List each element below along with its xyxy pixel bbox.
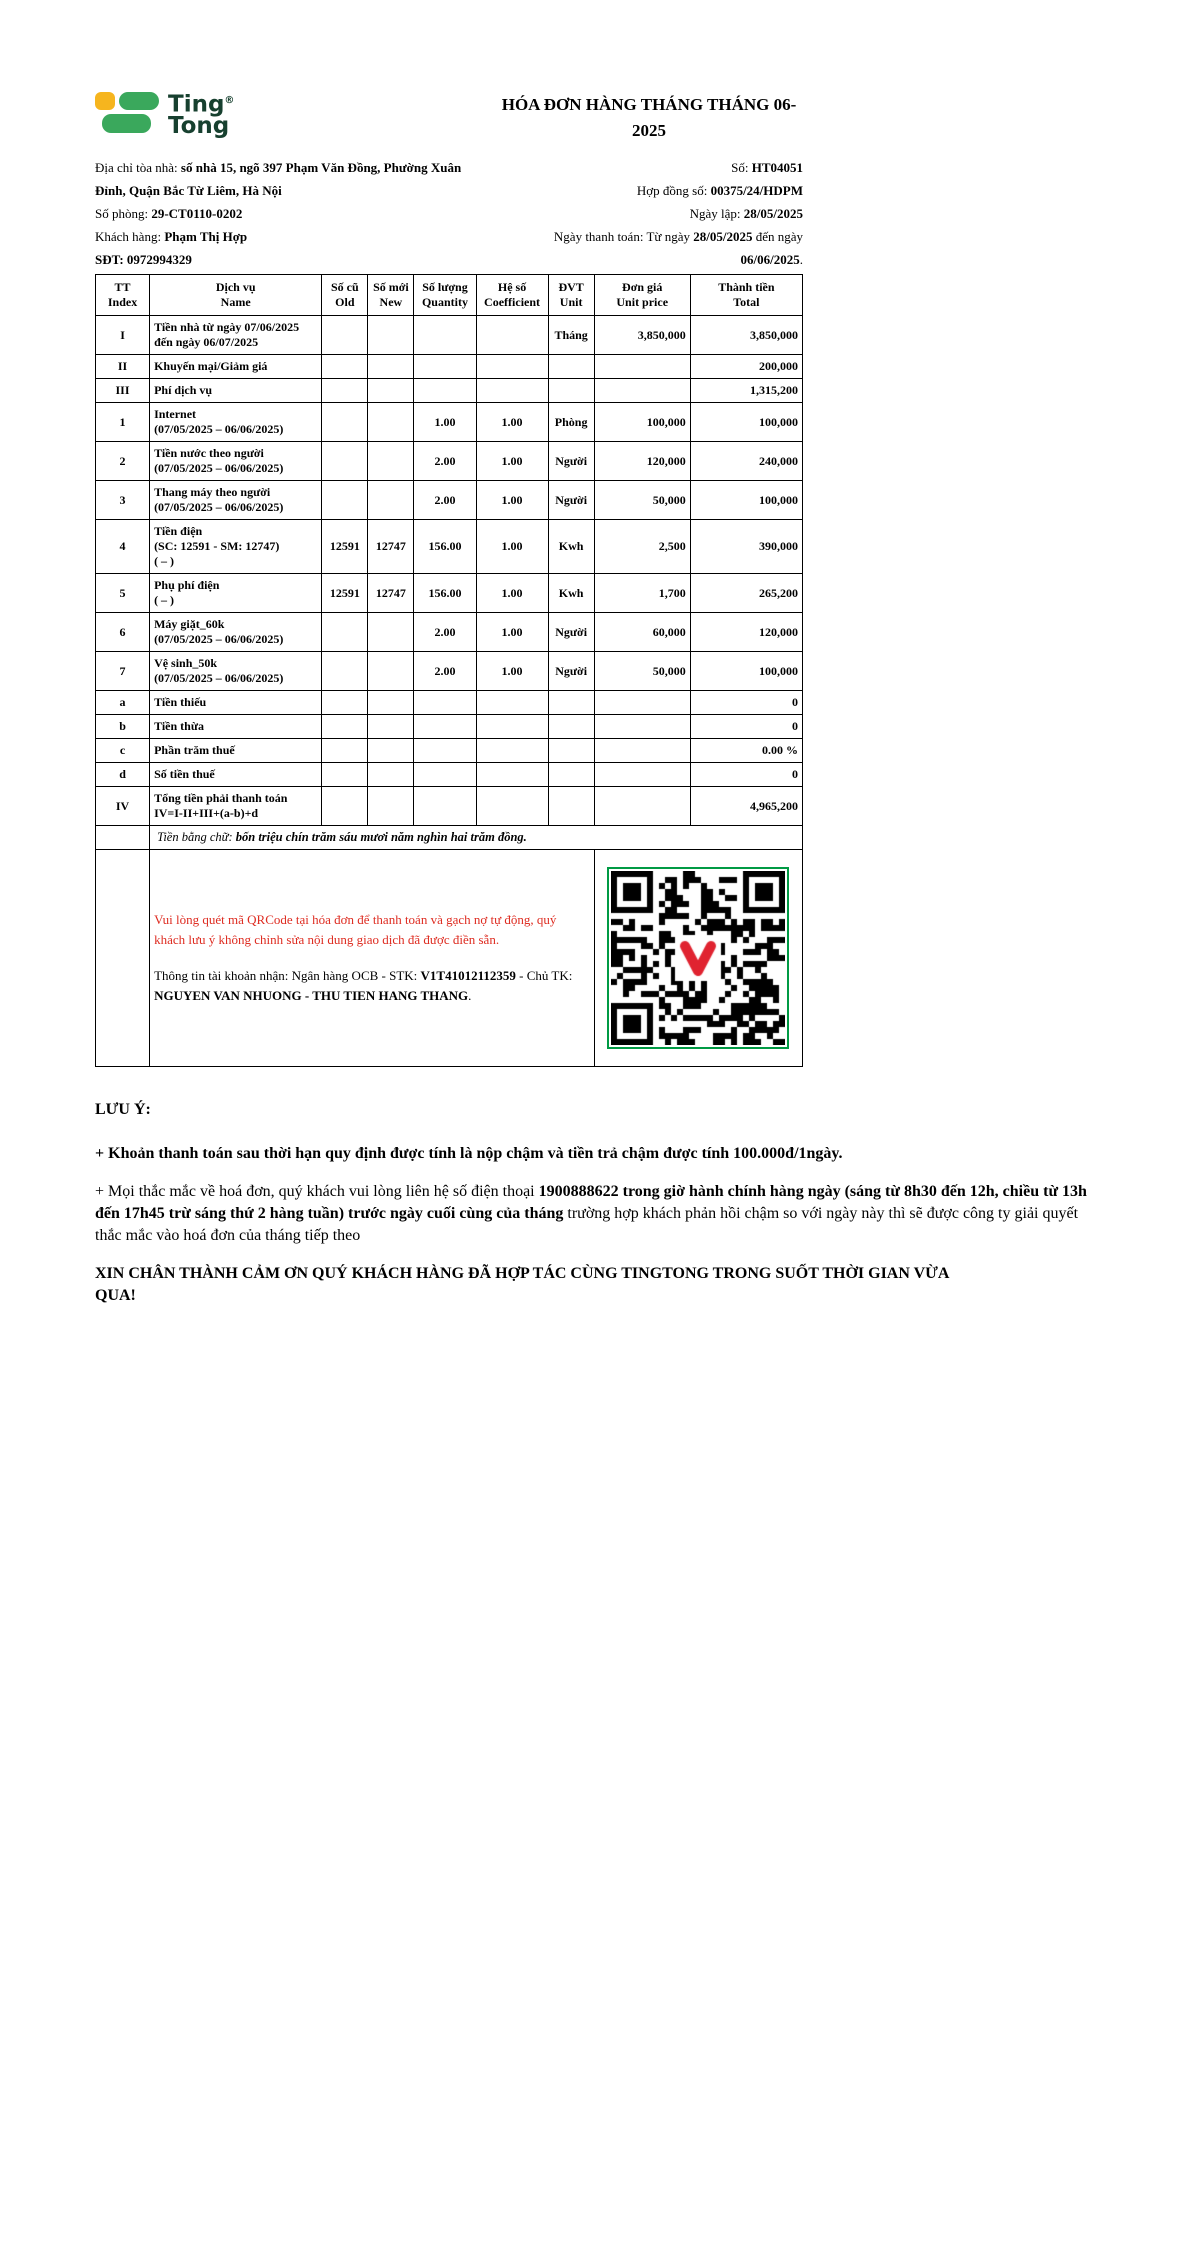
col-header-index: TT Index bbox=[96, 275, 150, 316]
cell-quantity bbox=[414, 355, 476, 379]
table-row bbox=[96, 739, 803, 763]
cell-index: IV bbox=[96, 787, 150, 826]
cell-quantity bbox=[414, 787, 476, 826]
cell-new-reading bbox=[368, 403, 414, 442]
cell-total: 0 bbox=[690, 715, 802, 739]
cell-index: 4 bbox=[96, 520, 150, 574]
contract-label: Hợp đồng số: bbox=[636, 183, 711, 198]
cell-unit-price bbox=[594, 763, 690, 787]
cell-old-reading: 12591 bbox=[322, 574, 368, 613]
phone-label: SĐT: bbox=[95, 252, 127, 267]
cell-service-name: Khuyến mại/Giảm giá bbox=[150, 355, 322, 379]
cell-new-reading bbox=[368, 355, 414, 379]
cell-new-reading bbox=[368, 613, 414, 652]
col-header-coefficient: Hệ số Coefficient bbox=[476, 275, 548, 316]
table-row bbox=[96, 403, 803, 442]
cell-unit: Kwh bbox=[548, 574, 594, 613]
cell-new-reading bbox=[368, 691, 414, 715]
cell-total: 4,965,200 bbox=[690, 787, 802, 826]
cell-quantity bbox=[414, 316, 476, 355]
table-row bbox=[96, 442, 803, 481]
cell-unit-price: 50,000 bbox=[594, 481, 690, 520]
cell-service-name: Phí dịch vụ bbox=[150, 379, 322, 403]
cell-unit bbox=[548, 691, 594, 715]
cell-total: 100,000 bbox=[690, 481, 802, 520]
cell-unit bbox=[548, 379, 594, 403]
cell-service-name: Số tiền thuế bbox=[150, 763, 322, 787]
cell-quantity: 2.00 bbox=[414, 481, 476, 520]
cell-index: 6 bbox=[96, 613, 150, 652]
cell-unit: Tháng bbox=[548, 316, 594, 355]
cell-service-name: Tiền điện (SC: 12591 - SM: 12747) ( – ) bbox=[150, 520, 322, 574]
cell-new-reading bbox=[368, 442, 414, 481]
col-header-unit: ĐVT Unit bbox=[548, 275, 594, 316]
table-row bbox=[96, 652, 803, 691]
cell-quantity: 2.00 bbox=[414, 442, 476, 481]
cell-coefficient bbox=[476, 379, 548, 403]
cell-old-reading bbox=[322, 442, 368, 481]
cell-unit-price bbox=[594, 715, 690, 739]
cell-total: 100,000 bbox=[690, 403, 802, 442]
cell-unit: Người bbox=[548, 442, 594, 481]
cell-total: 0.00 % bbox=[690, 739, 802, 763]
issue-date-label: Ngày lập: bbox=[689, 206, 744, 221]
cell-quantity bbox=[414, 763, 476, 787]
cell-index: III bbox=[96, 379, 150, 403]
cell-index: 1 bbox=[96, 403, 150, 442]
cell-coefficient bbox=[476, 355, 548, 379]
notes-section bbox=[95, 1099, 1107, 1308]
cell-total: 1,315,200 bbox=[690, 379, 802, 403]
notes-heading: LƯU Ý: bbox=[95, 1101, 151, 1118]
account-number: V1T41012112359 bbox=[420, 968, 516, 983]
cell-total: 0 bbox=[690, 763, 802, 787]
cell-service-name: Tiền thừa bbox=[150, 715, 322, 739]
issue-date-line bbox=[491, 202, 803, 225]
contract-number-line bbox=[491, 179, 803, 202]
cell-total: 240,000 bbox=[690, 442, 802, 481]
cell-service-name: Phụ phí điện ( – ) bbox=[150, 574, 322, 613]
cell-old-reading bbox=[322, 739, 368, 763]
qr-code-cell bbox=[594, 850, 802, 1067]
cell-unit: Người bbox=[548, 652, 594, 691]
cell-unit: Người bbox=[548, 613, 594, 652]
cell-old-reading bbox=[322, 481, 368, 520]
invoice-number-value: HT04051 bbox=[751, 160, 803, 175]
cell-unit-price bbox=[594, 355, 690, 379]
cell-coefficient bbox=[476, 691, 548, 715]
cell-service-name: Tiền thiếu bbox=[150, 691, 322, 715]
cell-total: 3,850,000 bbox=[690, 316, 802, 355]
customer-label: Khách hàng: bbox=[95, 229, 165, 244]
cell-new-reading bbox=[368, 763, 414, 787]
cell-total: 390,000 bbox=[690, 520, 802, 574]
col-header-service: Dịch vụ Name bbox=[150, 275, 322, 316]
room-label: Số phòng: bbox=[95, 206, 152, 221]
cell-new-reading bbox=[368, 787, 414, 826]
registered-mark: ® bbox=[224, 95, 235, 106]
hotline-number-and-hours: 1900888622 trong giờ hành chính hàng ngày (sáng từ 8h30 đến 12h, chiều từ 13h đến 17h45 trừ sáng thứ 2 hàng tuần) trước ngày cuối cùng của tháng bbox=[95, 1183, 1087, 1223]
invoice-meta bbox=[491, 156, 803, 271]
cell-index: 7 bbox=[96, 652, 150, 691]
cell-service-name: Máy giặt_60k (07/05/2025 – 06/06/2025) bbox=[150, 613, 322, 652]
cell-unit-price: 50,000 bbox=[594, 652, 690, 691]
tingtong-logo-icon bbox=[95, 91, 159, 136]
cell-coefficient bbox=[476, 739, 548, 763]
cell-service-name: Internet (07/05/2025 – 06/06/2025) bbox=[150, 403, 322, 442]
table-row bbox=[96, 691, 803, 715]
cell-total: 0 bbox=[690, 691, 802, 715]
cell-total: 120,000 bbox=[690, 613, 802, 652]
cell-total: 100,000 bbox=[690, 652, 802, 691]
customer-name-line bbox=[95, 225, 487, 248]
col-header-total: Thành tiền Total bbox=[690, 275, 802, 316]
table-row bbox=[96, 355, 803, 379]
note-thanks: XIN CHÂN THÀNH CẢM ƠN QUÝ KHÁCH HÀNG ĐÃ HỢP TÁC CÙNG TINGTONG TRONG SUỐT THỜI GIAN VỪA QUA! bbox=[95, 1265, 949, 1305]
cell-unit-price bbox=[594, 787, 690, 826]
col-header-old: Số cũ Old bbox=[322, 275, 368, 316]
cell-index: c bbox=[96, 739, 150, 763]
invoice-title: HÓA ĐƠN HÀNG THÁNG THÁNG 06-2025 bbox=[501, 95, 797, 140]
account-end: . bbox=[468, 988, 472, 1004]
note-late-payment: + Khoản thanh toán sau thời hạn quy định được tính là nộp chậm và tiền trả chậm được tính 100.000đ/1ngày. bbox=[95, 1145, 843, 1163]
payment-to: 06/06/2025 bbox=[740, 252, 800, 267]
cell-service-name: Thang máy theo người (07/05/2025 – 06/06/2025) bbox=[150, 481, 322, 520]
note-hotline bbox=[95, 1181, 1107, 1247]
cell-quantity bbox=[414, 691, 476, 715]
invoice-table-body bbox=[96, 316, 803, 826]
cell-quantity: 1.00 bbox=[414, 403, 476, 442]
cell-index: 2 bbox=[96, 442, 150, 481]
page-content bbox=[95, 90, 1107, 1324]
payment-label: Ngày thanh toán: Từ ngày bbox=[553, 229, 694, 244]
cell-new-reading bbox=[368, 715, 414, 739]
cell-new-reading bbox=[368, 481, 414, 520]
cell-coefficient bbox=[476, 316, 548, 355]
address-value: số nhà 15, ngõ 397 Phạm Văn Đồng, Phường Xuân Đỉnh, Quận Bắc Từ Liêm, Hà Nội bbox=[95, 160, 462, 198]
cell-index: b bbox=[96, 715, 150, 739]
room-value: 29-CT0110-0202 bbox=[151, 206, 243, 221]
amount-in-words-spacer bbox=[96, 826, 150, 850]
cell-old-reading bbox=[322, 613, 368, 652]
cell-unit: Người bbox=[548, 481, 594, 520]
cell-unit-price bbox=[594, 379, 690, 403]
payment-mid: đến ngày bbox=[752, 229, 803, 244]
cell-new-reading bbox=[368, 379, 414, 403]
cell-old-reading bbox=[322, 355, 368, 379]
cell-coefficient: 1.00 bbox=[476, 652, 548, 691]
cell-index: I bbox=[96, 316, 150, 355]
cell-unit-price: 120,000 bbox=[594, 442, 690, 481]
cell-coefficient: 1.00 bbox=[476, 403, 548, 442]
cell-unit bbox=[548, 739, 594, 763]
col-header-quantity: Số lượng Quantity bbox=[414, 275, 476, 316]
invoice-table bbox=[95, 274, 803, 1067]
amount-in-words-label: Tiền bằng chữ: bbox=[157, 830, 236, 844]
qr-instructions-cell bbox=[150, 850, 595, 1067]
cell-unit bbox=[548, 715, 594, 739]
cell-unit-price: 100,000 bbox=[594, 403, 690, 442]
cell-index: 3 bbox=[96, 481, 150, 520]
table-row bbox=[96, 379, 803, 403]
invoice-header bbox=[95, 90, 803, 143]
cell-quantity bbox=[414, 379, 476, 403]
account-mid: - Chủ TK: bbox=[515, 968, 573, 983]
cell-old-reading bbox=[322, 787, 368, 826]
cell-service-name: Phần trăm thuế bbox=[150, 739, 322, 763]
cell-total: 200,000 bbox=[690, 355, 802, 379]
cell-unit-price bbox=[594, 739, 690, 763]
amount-in-words-cell bbox=[150, 826, 803, 850]
cell-new-reading: 12747 bbox=[368, 520, 414, 574]
cell-unit-price: 3,850,000 bbox=[594, 316, 690, 355]
table-row bbox=[96, 481, 803, 520]
cell-old-reading bbox=[322, 652, 368, 691]
qr-code-image bbox=[611, 871, 785, 1045]
customer-value: Phạm Thị Hợp bbox=[164, 229, 248, 244]
cell-quantity: 156.00 bbox=[414, 520, 476, 574]
cell-service-name: Vệ sinh_50k (07/05/2025 – 06/06/2025) bbox=[150, 652, 322, 691]
cell-new-reading bbox=[368, 739, 414, 763]
cell-unit-price: 1,700 bbox=[594, 574, 690, 613]
cell-coefficient: 1.00 bbox=[476, 574, 548, 613]
invoice-number-line bbox=[491, 156, 803, 179]
cell-unit bbox=[548, 787, 594, 826]
invoice-block bbox=[95, 90, 803, 1067]
building-address-line bbox=[95, 156, 487, 202]
cell-coefficient bbox=[476, 787, 548, 826]
customer-info bbox=[95, 156, 487, 271]
table-row bbox=[96, 763, 803, 787]
cell-unit-price: 60,000 bbox=[594, 613, 690, 652]
cell-unit-price: 2,500 bbox=[594, 520, 690, 574]
logo-word-tong: Tong bbox=[168, 112, 230, 139]
note-hotline-tail: trường hợp khách phản hồi chậm so với ngày này thì sẽ được công ty giải quyết thắc mắc vào hoá đơn của tháng tiếp theo bbox=[95, 1205, 1079, 1245]
account-holder: NGUYEN VAN NHUONG - THU TIEN HANG THANG bbox=[154, 988, 469, 1004]
table-row bbox=[96, 520, 803, 574]
tingtong-logo bbox=[95, 90, 234, 137]
cell-unit-price bbox=[594, 691, 690, 715]
qr-payment-row bbox=[96, 850, 803, 1067]
cell-quantity: 2.00 bbox=[414, 652, 476, 691]
qr-code bbox=[607, 867, 789, 1049]
payment-end: . bbox=[799, 252, 803, 267]
table-row bbox=[96, 613, 803, 652]
col-header-unit-price: Đơn giá Unit price bbox=[594, 275, 690, 316]
qr-payment-notice: Vui lòng quét mã QRCode tại hóa đơn để thanh toán và gạch nợ tự động, quý khách lưu ý không chỉnh sửa nội dung giao dịch đã được điền sẵn. bbox=[154, 911, 557, 947]
note-hotline-text: + Mọi thắc mắc về hoá đơn, quý khách vui lòng liên hệ số điện thoại bbox=[95, 1183, 539, 1201]
table-row bbox=[96, 715, 803, 739]
tingtong-logo-text bbox=[168, 90, 234, 137]
cell-new-reading: 12747 bbox=[368, 574, 414, 613]
cell-index: a bbox=[96, 691, 150, 715]
cell-unit: Phòng bbox=[548, 403, 594, 442]
cell-new-reading bbox=[368, 652, 414, 691]
cell-service-name: Tiền nhà từ ngày 07/06/2025 đến ngày 06/07/2025 bbox=[150, 316, 322, 355]
invoice-info bbox=[95, 156, 803, 271]
room-number-line bbox=[95, 202, 487, 225]
phone-line bbox=[95, 248, 487, 271]
cell-service-name: Tiền nước theo người (07/05/2025 – 06/06/2025) bbox=[150, 442, 322, 481]
col-header-new: Số mới New bbox=[368, 275, 414, 316]
payment-period-line bbox=[491, 225, 803, 271]
cell-old-reading: 12591 bbox=[322, 520, 368, 574]
invoice-number-label: Số: bbox=[731, 160, 752, 175]
cell-coefficient: 1.00 bbox=[476, 520, 548, 574]
invoice-table-footer bbox=[96, 826, 803, 1067]
cell-old-reading bbox=[322, 403, 368, 442]
cell-index: d bbox=[96, 763, 150, 787]
amount-in-words-row bbox=[96, 826, 803, 850]
cell-unit bbox=[548, 355, 594, 379]
cell-coefficient: 1.00 bbox=[476, 613, 548, 652]
contract-value: 00375/24/HDPM bbox=[710, 183, 803, 198]
cell-quantity: 2.00 bbox=[414, 613, 476, 652]
cell-coefficient: 1.00 bbox=[476, 481, 548, 520]
account-label: Thông tin tài khoản nhận: Ngân hàng OCB - STK: bbox=[154, 968, 421, 983]
logo-word-ting: Ting bbox=[168, 91, 225, 118]
phone-value: 0972994329 bbox=[126, 252, 192, 267]
cell-quantity bbox=[414, 739, 476, 763]
cell-index: II bbox=[96, 355, 150, 379]
cell-new-reading bbox=[368, 316, 414, 355]
cell-quantity bbox=[414, 715, 476, 739]
cell-quantity: 156.00 bbox=[414, 574, 476, 613]
cell-old-reading bbox=[322, 379, 368, 403]
cell-old-reading bbox=[322, 715, 368, 739]
table-row bbox=[96, 316, 803, 355]
issue-date-value: 28/05/2025 bbox=[743, 206, 803, 221]
qr-row-spacer bbox=[96, 850, 150, 1067]
cell-old-reading bbox=[322, 691, 368, 715]
cell-coefficient bbox=[476, 715, 548, 739]
cell-old-reading bbox=[322, 763, 368, 787]
cell-coefficient bbox=[476, 763, 548, 787]
cell-service-name: Tổng tiền phải thanh toán IV=I-II+III+(a-b)+d bbox=[150, 787, 322, 826]
amount-in-words-value: bốn triệu chín trăm sáu mươi năm nghìn hai trăm đồng. bbox=[235, 830, 527, 844]
address-label: Địa chỉ tòa nhà: bbox=[95, 160, 181, 175]
cell-index: 5 bbox=[96, 574, 150, 613]
cell-coefficient: 1.00 bbox=[476, 442, 548, 481]
table-header-row bbox=[96, 275, 803, 316]
bank-account-info bbox=[154, 966, 590, 1006]
cell-total: 265,200 bbox=[690, 574, 802, 613]
cell-old-reading bbox=[322, 316, 368, 355]
payment-from: 28/05/2025 bbox=[693, 229, 753, 244]
table-row bbox=[96, 787, 803, 826]
table-row bbox=[96, 574, 803, 613]
cell-unit: Kwh bbox=[548, 520, 594, 574]
cell-unit bbox=[548, 763, 594, 787]
